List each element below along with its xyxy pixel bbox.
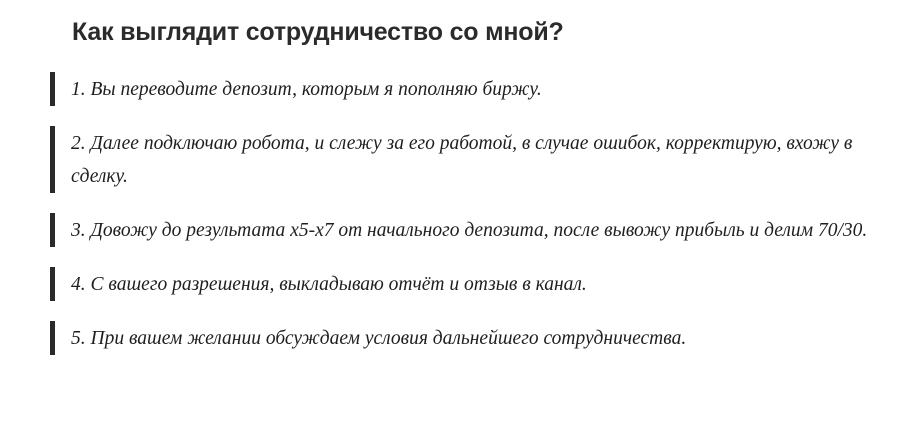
list-item [50, 267, 890, 301]
steps-list [50, 72, 890, 375]
list-item [50, 321, 890, 355]
item-accent-bar [50, 72, 55, 106]
list-item [50, 72, 890, 106]
list-item [50, 126, 890, 193]
list-item-text: 4. С вашего разрешения, выкладываю отчёт и отзыв в канал. [71, 274, 587, 295]
page-title: Как выглядит сотрудничество со мной? [72, 18, 564, 46]
list-item-text: 5. При вашем желании обсуждаем условия дальнейшего сотрудничества. [71, 328, 687, 349]
list-item-text: 1. Вы переводите депозит, которым я пополняю биржу. [71, 79, 542, 100]
item-accent-bar [50, 213, 55, 247]
list-item-text: 3. Довожу до результата x5-x7 от начального депозита, после вывожу прибыль и делим 70/30. [71, 220, 868, 241]
item-accent-bar [50, 321, 55, 355]
list-item-text: 2. Далее подключаю робота, и слежу за его работой, в случае ошибок, корректирую, вхожу в сделку. [71, 133, 853, 187]
list-item [50, 213, 890, 247]
item-accent-bar [50, 126, 55, 193]
item-accent-bar [50, 267, 55, 301]
